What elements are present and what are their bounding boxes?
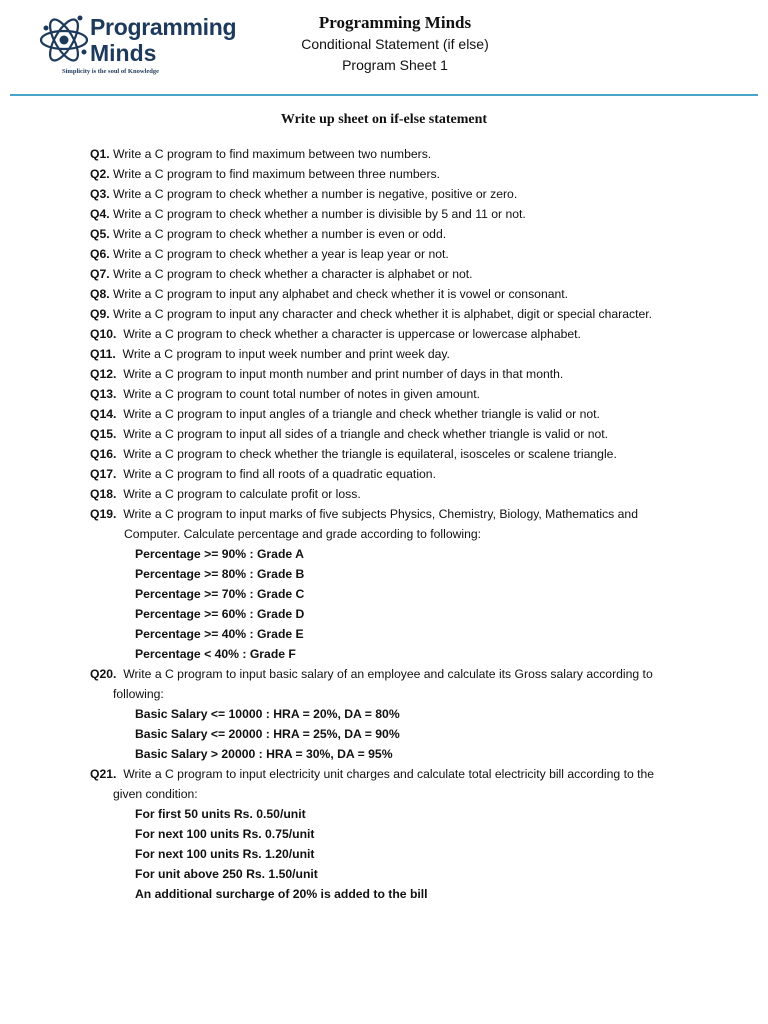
question-text: Write a C program to check whether a number is even or odd. <box>113 227 447 241</box>
criteria-line: For next 100 units Rs. 1.20/unit <box>135 847 315 861</box>
question-item <box>90 364 730 384</box>
header-divider <box>10 94 758 96</box>
question-item <box>90 144 730 164</box>
question-text-continued: following: <box>113 687 164 701</box>
header-title: Programming Minds <box>318 13 472 32</box>
header <box>250 12 540 76</box>
question-text: Write a C program to input basic salary of an employee and calculate its Gross salary according to <box>123 667 653 681</box>
question-text: Write a C program to input marks of five subjects Physics, Chemistry, Biology, Mathematics and <box>123 507 638 521</box>
question-number: Q2. <box>90 167 110 181</box>
question-text-continued: Computer. Calculate percentage and grade according to following: <box>124 527 482 541</box>
question-item <box>90 204 730 224</box>
question-item <box>90 344 730 364</box>
question-item <box>90 184 730 204</box>
question-number: Q10. <box>90 327 117 341</box>
logo-tagline: Simplicity is the soul of Knowledge <box>62 68 159 75</box>
question-text: Write a C program to input month number and print number of days in that month. <box>123 367 564 381</box>
question-number: Q14. <box>90 407 117 421</box>
question-number: Q20. <box>90 667 117 681</box>
question-item <box>90 164 730 184</box>
question-text: Write a C program to input all sides of a triangle and check whether triangle is valid or not. <box>123 427 609 441</box>
logo-text-line2: Minds <box>90 40 157 66</box>
document-title: Write up sheet on if-else statement <box>280 112 488 127</box>
question-text: Write a C program to find all roots of a quadratic equation. <box>123 467 436 481</box>
simple-questions <box>90 144 730 504</box>
question-text: Write a C program to calculate profit or loss. <box>123 487 361 501</box>
question-text: Write a C program to check whether a character is uppercase or lowercase alphabet. <box>123 327 581 341</box>
question-text-continued: given condition: <box>113 787 198 801</box>
question-number: Q11. <box>90 347 116 361</box>
question-item <box>90 464 730 484</box>
criteria-line: Percentage >= 70% : Grade C <box>135 587 305 601</box>
criteria-line: Basic Salary <= 10000 : HRA = 20%, DA = 80% <box>135 707 400 721</box>
logo-text-line1: Programming <box>90 14 237 40</box>
criteria-line: Basic Salary > 20000 : HRA = 30%, DA = 95% <box>135 747 393 761</box>
criteria-line: For unit above 250 Rs. 1.50/unit <box>135 867 318 881</box>
question-item <box>90 664 730 684</box>
question-number: Q8. <box>90 287 110 301</box>
question-number: Q4. <box>90 207 110 221</box>
question-number: Q3. <box>90 187 110 201</box>
question-number: Q5. <box>90 227 110 241</box>
question-number: Q1. <box>90 147 110 161</box>
question-text: Write a C program to find maximum between three numbers. <box>113 167 440 181</box>
question-item <box>90 304 730 324</box>
criteria-line: Basic Salary <= 20000 : HRA = 25%, DA = 90% <box>135 727 400 741</box>
question-item <box>90 484 730 504</box>
question-item <box>90 244 730 264</box>
question-text: Write a C program to check whether a character is alphabet or not. <box>113 267 473 281</box>
question-item <box>90 224 730 244</box>
criteria-line: Percentage < 40% : Grade F <box>135 647 296 661</box>
question-list <box>90 144 730 904</box>
question-number: Q18. <box>90 487 117 501</box>
header-subtitle: Conditional Statement (if else) <box>301 36 489 52</box>
criteria-line: Percentage >= 40% : Grade E <box>135 627 304 641</box>
criteria-line: An additional surcharge of 20% is added to the bill <box>135 887 428 901</box>
criteria-line: Percentage >= 80% : Grade B <box>135 567 305 581</box>
question-item <box>90 384 730 404</box>
header-sheet: Program Sheet 1 <box>342 57 448 73</box>
question-text: Write a C program to check whether a year is leap year or not. <box>113 247 449 261</box>
criteria-line: Percentage >= 90% : Grade A <box>135 547 304 561</box>
question-number: Q16. <box>90 447 117 461</box>
question-text: Write a C program to input any character and check whether it is alphabet, digit or special character. <box>113 307 653 321</box>
question-number: Q12. <box>90 367 117 381</box>
question-item <box>90 264 730 284</box>
question-item <box>90 404 730 424</box>
question-number: Q17. <box>90 467 117 481</box>
question-number: Q9. <box>90 307 110 321</box>
atom-icon <box>38 10 90 70</box>
question-number: Q15. <box>90 427 117 441</box>
question-text: Write a C program to input week number and print week day. <box>122 347 450 361</box>
question-text: Write a C program to input any alphabet and check whether it is vowel or consonant. <box>113 287 569 301</box>
criteria-line: For first 50 units Rs. 0.50/unit <box>135 807 306 821</box>
question-number: Q21. <box>90 767 117 781</box>
logo <box>38 10 237 80</box>
question-item <box>90 284 730 304</box>
question-item <box>90 324 730 344</box>
question-text: Write a C program to count total number of notes in given amount. <box>123 387 481 401</box>
criteria-line: For next 100 units Rs. 0.75/unit <box>135 827 315 841</box>
question-item <box>90 424 730 444</box>
question-number: Q13. <box>90 387 117 401</box>
question-number: Q7. <box>90 267 110 281</box>
question-text: Write a C program to check whether the triangle is equilateral, isosceles or scalene triangle. <box>123 447 617 461</box>
question-text: Write a C program to check whether a number is negative, positive or zero. <box>113 187 518 201</box>
question-text: Write a C program to check whether a number is divisible by 5 and 11 or not. <box>113 207 526 221</box>
question-item <box>90 444 730 464</box>
question-item <box>90 504 730 524</box>
question-text: Write a C program to input angles of a triangle and check whether triangle is valid or not. <box>123 407 600 421</box>
question-text: Write a C program to input electricity unit charges and calculate total electricity bill according to the <box>123 767 655 781</box>
question-number: Q6. <box>90 247 110 261</box>
question-text: Write a C program to find maximum between two numbers. <box>113 147 432 161</box>
question-number: Q19. <box>90 507 117 521</box>
criteria-line: Percentage >= 60% : Grade D <box>135 607 305 621</box>
question-item <box>90 764 730 784</box>
